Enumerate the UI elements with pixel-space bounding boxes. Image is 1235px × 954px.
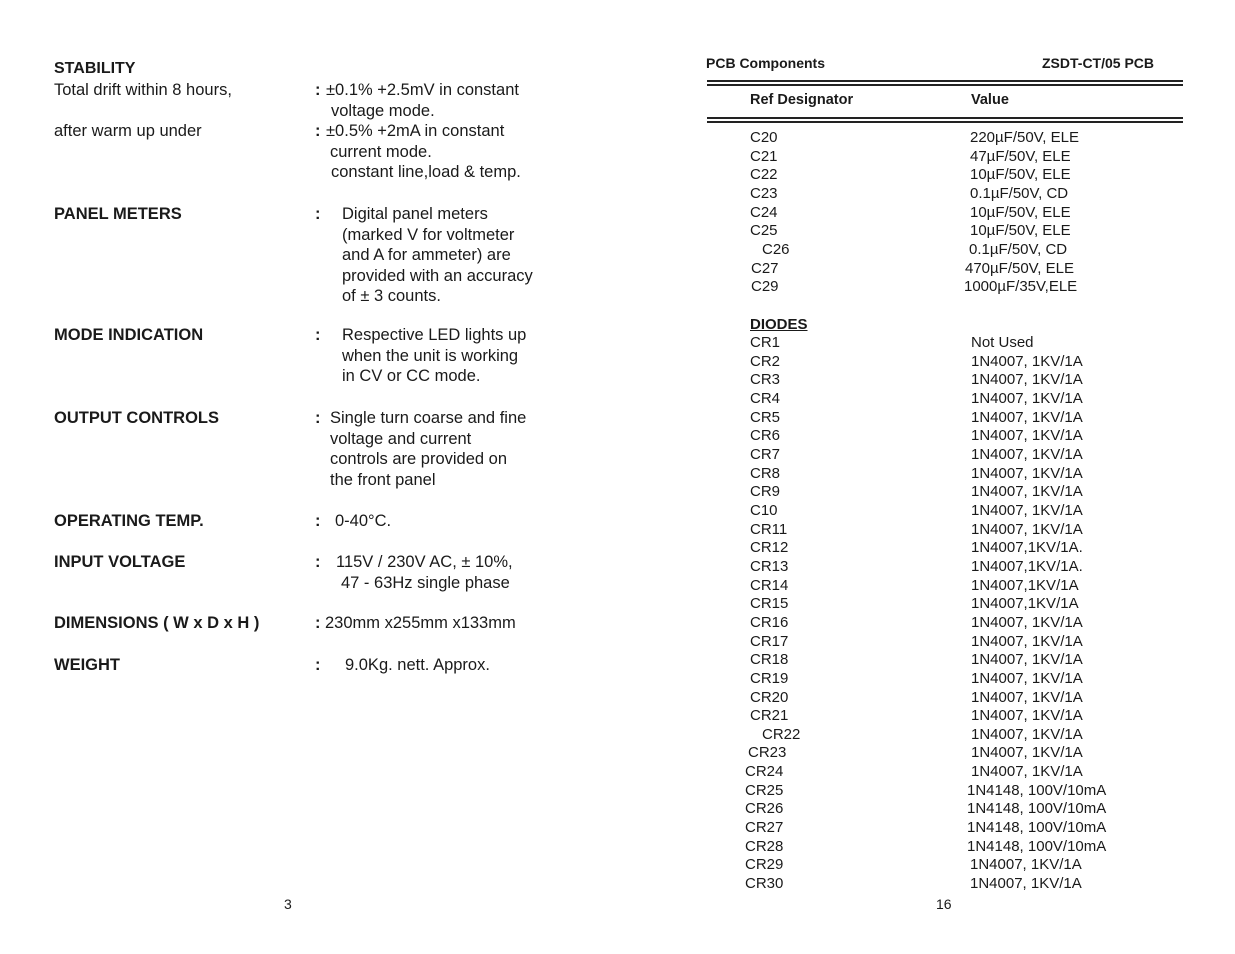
- component-value: 0.1µF/50V, CD: [969, 240, 1068, 258]
- spec-label: MODE INDICATION: [54, 326, 204, 344]
- component-value: 1N4007, 1KV/1A: [971, 352, 1083, 370]
- spec-colon: :: [315, 512, 321, 530]
- spec-value-line: ±0.1% +2.5mV in constant: [326, 81, 519, 99]
- ref-designator: CR27: [745, 819, 784, 837]
- table-row: [620, 577, 1235, 595]
- ref-designator: CR20: [750, 688, 789, 706]
- spec-value: [342, 325, 526, 387]
- spec-value-line: ±0.5% +2mA in constant: [326, 122, 505, 140]
- component-value: 1000µF/35V,ELE: [964, 278, 1078, 296]
- table-row: [620, 521, 1235, 539]
- component-value: 0.1µF/50V, CD: [970, 184, 1069, 202]
- spec-label: OUTPUT CONTROLS: [54, 409, 219, 427]
- component-value: 1N4007, 1KV/1A: [970, 856, 1082, 874]
- component-value: 1N4007, 1KV/1A: [971, 613, 1083, 631]
- component-value: 1N4007, 1KV/1A: [971, 520, 1083, 538]
- component-value: 1N4007, 1KV/1A: [971, 651, 1083, 669]
- component-value: 1N4007, 1KV/1A: [971, 371, 1083, 389]
- component-value: 1N4007,1KV/1A: [971, 595, 1079, 613]
- table-row: [620, 726, 1235, 744]
- ref-designator: CR24: [745, 763, 784, 781]
- table-row: [620, 427, 1235, 445]
- component-value: 1N4148, 100V/10mA: [967, 837, 1107, 855]
- spec-colon: :: [315, 409, 321, 427]
- spec-value-line: the front panel: [330, 470, 436, 489]
- table-row: [620, 148, 1235, 166]
- left-page: [0, 0, 600, 954]
- spec-colon: :: [315, 122, 321, 140]
- ref-designator: CR12: [750, 539, 789, 557]
- spec-value: [336, 552, 513, 593]
- ref-designator: C25: [750, 222, 778, 240]
- ref-designator: CR15: [750, 595, 789, 613]
- component-value: 1N4007, 1KV/1A: [971, 669, 1083, 687]
- spec-value: [325, 613, 516, 634]
- table-row: [620, 838, 1235, 856]
- table-row: [620, 502, 1235, 520]
- table-row: [620, 689, 1235, 707]
- spec-section-title: STABILITY: [54, 60, 136, 77]
- component-value: 1N4007,1KV/1A.: [971, 539, 1083, 557]
- component-value: 10µF/50V, ELE: [970, 166, 1071, 184]
- component-value: 10µF/50V, ELE: [970, 222, 1071, 240]
- component-value: 1N4007,1KV/1A.: [971, 557, 1083, 575]
- ref-designator: C23: [750, 184, 778, 202]
- component-value: 1N4007, 1KV/1A: [971, 744, 1083, 762]
- spec-value-line: 47 - 63Hz single phase: [341, 573, 510, 592]
- component-value: 1N4007, 1KV/1A: [971, 427, 1083, 445]
- spec-value-line: controls are provided on: [330, 450, 508, 468]
- table-row: [620, 614, 1235, 632]
- spec-value: [330, 408, 526, 490]
- spec-value-line: when the unit is working: [342, 346, 519, 365]
- spec-colon: :: [315, 205, 321, 223]
- spec-value-line: constant line,load & temp.: [331, 163, 521, 181]
- ref-designator: CR1: [750, 334, 781, 352]
- column-header-double-rule: [707, 117, 1183, 123]
- table-row: [620, 819, 1235, 837]
- table-row: [620, 278, 1235, 296]
- component-value: 1N4007, 1KV/1A: [971, 502, 1083, 519]
- spec-value-line: Single turn coarse and fine: [330, 409, 527, 427]
- table-row: [620, 409, 1235, 427]
- spec-colon: :: [315, 553, 321, 571]
- ref-designator: CR18: [750, 651, 789, 669]
- ref-designator: CR22: [762, 725, 801, 743]
- spec-value-line: (marked V for voltmeter: [342, 225, 515, 244]
- ref-designator: CR26: [745, 800, 784, 818]
- header-double-rule: [707, 80, 1183, 86]
- component-value: 220µF/50V, ELE: [970, 129, 1079, 146]
- spec-value-line: voltage mode.: [331, 101, 435, 120]
- ref-designator: CR11: [750, 520, 788, 538]
- ref-designator: CR2: [750, 352, 781, 370]
- column-header-ref: Ref Designator: [750, 92, 854, 108]
- spec-value-line: 0-40°C.: [335, 512, 392, 530]
- ref-designator: CR17: [750, 632, 789, 650]
- spec-label: after warm up under: [54, 122, 202, 140]
- spec-value-line: and A for ammeter) are: [342, 246, 511, 264]
- ref-designator: C26: [762, 240, 790, 258]
- spec-colon: :: [315, 81, 321, 99]
- ref-designator: C10: [750, 502, 778, 519]
- table-row: [620, 595, 1235, 613]
- page-header-model: ZSDT-CT/05 PCB: [1042, 55, 1155, 71]
- diodes-section-label: DIODES: [750, 315, 808, 333]
- ref-designator: CR28: [745, 837, 784, 855]
- table-row: [620, 558, 1235, 576]
- spec-value-line: 9.0Kg. nett. Approx.: [345, 656, 490, 674]
- spec-value-line: of ± 3 counts.: [342, 287, 441, 305]
- ref-designator: C24: [750, 203, 778, 221]
- table-row: [620, 334, 1235, 352]
- ref-designator: C22: [750, 166, 778, 184]
- component-value: Not Used: [971, 334, 1034, 352]
- ref-designator: CR13: [750, 557, 789, 575]
- spec-value: [342, 204, 533, 307]
- table-row: [620, 129, 1235, 147]
- spec-value-line: current mode.: [330, 142, 432, 161]
- column-header-value: Value: [971, 92, 1009, 108]
- table-row: [620, 633, 1235, 651]
- table-row: [620, 707, 1235, 725]
- spec-value-line: Respective LED lights up: [342, 326, 527, 344]
- table-row: [620, 166, 1235, 184]
- table-row: [620, 782, 1235, 800]
- spec-value: [326, 121, 521, 183]
- ref-designator: CR16: [750, 613, 789, 631]
- component-value: 1N4007, 1KV/1A: [970, 875, 1082, 892]
- table-row: [620, 539, 1235, 557]
- component-value: 1N4007, 1KV/1A: [971, 632, 1083, 650]
- spec-colon: :: [315, 326, 321, 344]
- component-value: 1N4007, 1KV/1A: [971, 688, 1083, 706]
- spec-value-line: 115V / 230V AC, ± 10%,: [336, 553, 513, 571]
- table-row: [620, 856, 1235, 874]
- table-row: [620, 744, 1235, 762]
- spec-value-line: in CV or CC mode.: [342, 367, 481, 385]
- component-value: 1N4007, 1KV/1A: [971, 707, 1083, 725]
- ref-designator: C20: [750, 129, 778, 146]
- component-value: 1N4007, 1KV/1A: [971, 763, 1083, 781]
- ref-designator: CR30: [745, 875, 784, 892]
- component-value: 1N4007, 1KV/1A: [971, 446, 1083, 464]
- spec-colon: :: [315, 614, 321, 632]
- table-row: [620, 875, 1235, 893]
- table-row: [620, 353, 1235, 371]
- spec-value-line: provided with an accuracy: [342, 266, 533, 285]
- component-value: 1N4148, 100V/10mA: [967, 800, 1107, 818]
- ref-designator: CR19: [750, 669, 789, 687]
- table-row: [620, 763, 1235, 781]
- ref-designator: CR4: [750, 390, 781, 408]
- spec-value-line: 230mm x255mm x133mm: [325, 614, 516, 632]
- spec-value: [326, 80, 519, 121]
- ref-designator: CR8: [750, 464, 781, 482]
- ref-designator: CR9: [750, 483, 781, 501]
- table-row: [620, 390, 1235, 408]
- ref-designator: CR23: [748, 744, 787, 762]
- ref-designator: C29: [751, 278, 779, 296]
- component-value: 1N4007,1KV/1A: [971, 576, 1079, 594]
- ref-designator: CR3: [750, 371, 781, 389]
- page-number: 3: [284, 896, 292, 912]
- spec-label: Total drift within 8 hours,: [54, 81, 232, 99]
- component-value: 1N4007, 1KV/1A: [971, 725, 1083, 743]
- component-value: 1N4007, 1KV/1A: [971, 483, 1083, 501]
- table-row: [620, 241, 1235, 259]
- table-row: [620, 222, 1235, 240]
- ref-designator: CR6: [750, 427, 781, 445]
- component-value: 1N4148, 100V/10mA: [967, 819, 1107, 837]
- component-value: 470µF/50V, ELE: [965, 259, 1074, 277]
- table-row: [620, 670, 1235, 688]
- component-value: 47µF/50V, ELE: [970, 147, 1071, 165]
- table-row: [620, 204, 1235, 222]
- ref-designator: C21: [750, 147, 778, 165]
- table-row: [620, 260, 1235, 278]
- component-value: 10µF/50V, ELE: [970, 203, 1071, 221]
- spec-colon: :: [315, 656, 321, 674]
- ref-designator: C27: [751, 259, 779, 277]
- ref-designator: CR21: [750, 707, 789, 725]
- spec-value-line: Digital panel meters: [342, 205, 488, 223]
- table-row: [620, 483, 1235, 501]
- ref-designator: CR29: [745, 856, 784, 874]
- spec-value-line: voltage and current: [330, 429, 472, 448]
- table-row: [620, 371, 1235, 389]
- ref-designator: CR25: [745, 781, 784, 799]
- spec-value: [345, 655, 490, 676]
- component-value: 1N4007, 1KV/1A: [971, 390, 1083, 408]
- component-value: 1N4007, 1KV/1A: [971, 408, 1083, 426]
- table-row: [620, 800, 1235, 818]
- page-number: 16: [936, 896, 952, 912]
- spec-label: DIMENSIONS ( W x D x H ): [54, 614, 260, 632]
- table-row: [620, 185, 1235, 203]
- spec-label: OPERATING TEMP.: [54, 512, 204, 530]
- spec-label: PANEL METERS: [54, 205, 182, 223]
- table-row: [620, 651, 1235, 669]
- spec-label: WEIGHT: [54, 656, 120, 674]
- spec-label: INPUT VOLTAGE: [54, 553, 186, 571]
- ref-designator: CR7: [750, 446, 781, 464]
- ref-designator: CR14: [750, 576, 789, 594]
- table-row: [620, 446, 1235, 464]
- table-row: [620, 465, 1235, 483]
- spec-value: [335, 511, 391, 532]
- ref-designator: CR5: [750, 408, 781, 426]
- component-value: 1N4007, 1KV/1A: [971, 464, 1083, 482]
- page-header-title: PCB Components: [706, 55, 825, 71]
- component-value: 1N4148, 100V/10mA: [967, 781, 1107, 799]
- right-page: [620, 0, 1235, 954]
